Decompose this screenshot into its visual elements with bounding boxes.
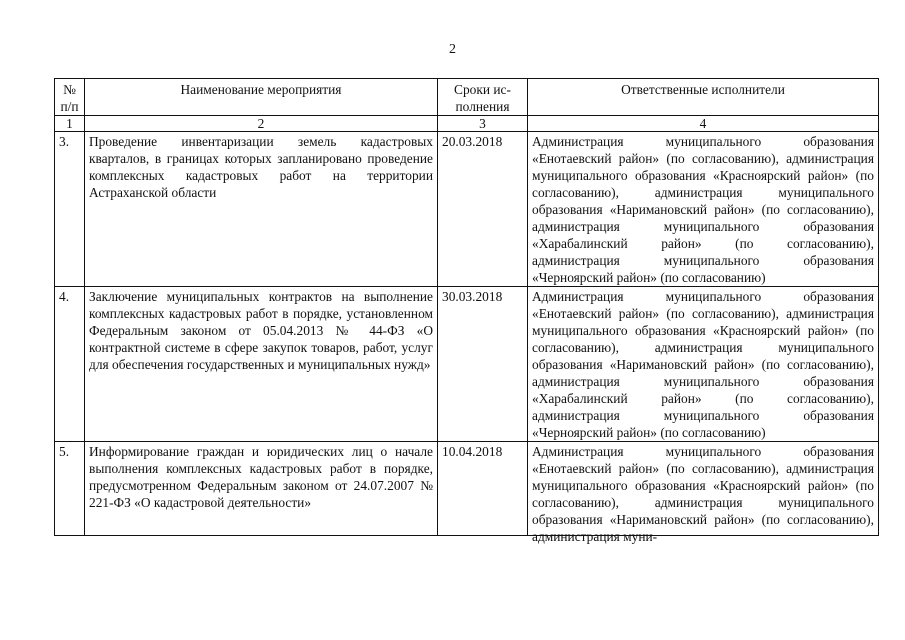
row-number: 4. (55, 287, 85, 442)
measure-name: Заключение муниципальных контрактов на выполнение комплексных кадастровых работ в порядке, установленном Федеральным законом от 05.04.2013 № 44-ФЗ «О контрактной системе в сфере закупок товаров, работ, услуг для обеспечения государственных и муниципальных нужд» (85, 287, 438, 442)
measure-name: Проведение инвентаризации земель кадастровых кварталов, в границах которых запланировано проведение комплексных кадастровых работ на территории Астраханской области (85, 132, 438, 287)
deadline: 30.03.2018 (438, 287, 528, 442)
measure-name: Информирование граждан и юридических лиц о начале выполнения комплексных кадастровых работ в порядке, предусмотренном Федеральным законом от 24.07.2007 № 221-ФЗ «О кадастровой деятельности» (85, 442, 438, 536)
page-number: 2 (449, 42, 456, 57)
column-number: 1 (55, 116, 85, 132)
table-row (55, 132, 879, 287)
responsible-executors: Администрация муниципального образования «Енотаевский район» (по согласованию), администрация муниципального образования «Красноярский район» (по согласованию), администрация муниципального образования «Наримановский район» (по согласованию), администрация муниципального образования «Харабалинский район» (по согласованию), администрация муниципального образования «Черноярский район» (по согласованию) (528, 132, 879, 287)
row-number: 3. (55, 132, 85, 287)
table-row (55, 287, 879, 442)
header-deadline: Сроки ис-полнения (438, 79, 528, 116)
column-number: 4 (528, 116, 879, 132)
measures-table (54, 78, 879, 544)
responsible-executors: Администрация муниципального образования «Енотаевский район» (по согласованию), администрация муниципального образования «Красноярский район» (по согласованию), администрация муниципального образования «Наримановский район» (по согласованию), администрация муниципального образования «Харабалинский район» (по согласованию), администрация муниципального образования «Черноярский район» (по согласованию) (528, 287, 879, 442)
row-number: 5. (55, 442, 85, 536)
table-header-row (55, 79, 879, 116)
deadline: 10.04.2018 (438, 442, 528, 536)
column-number: 3 (438, 116, 528, 132)
header-responsible: Ответственные исполнители (528, 79, 879, 116)
responsible-executors-text: Администрация муниципального образования «Енотаевский район» (по согласованию), администрация муниципального образования «Красноярский район» (по согласованию), администрация муниципального образования «Наримановский район» (по согласованию), администрация муни- (532, 444, 874, 544)
column-number-row (55, 116, 879, 132)
responsible-executors (528, 442, 879, 544)
header-num: № п/п (55, 79, 85, 116)
column-number: 2 (85, 116, 438, 132)
table-row (55, 442, 879, 536)
deadline: 20.03.2018 (438, 132, 528, 287)
header-name: Наименование мероприятия (85, 79, 438, 116)
